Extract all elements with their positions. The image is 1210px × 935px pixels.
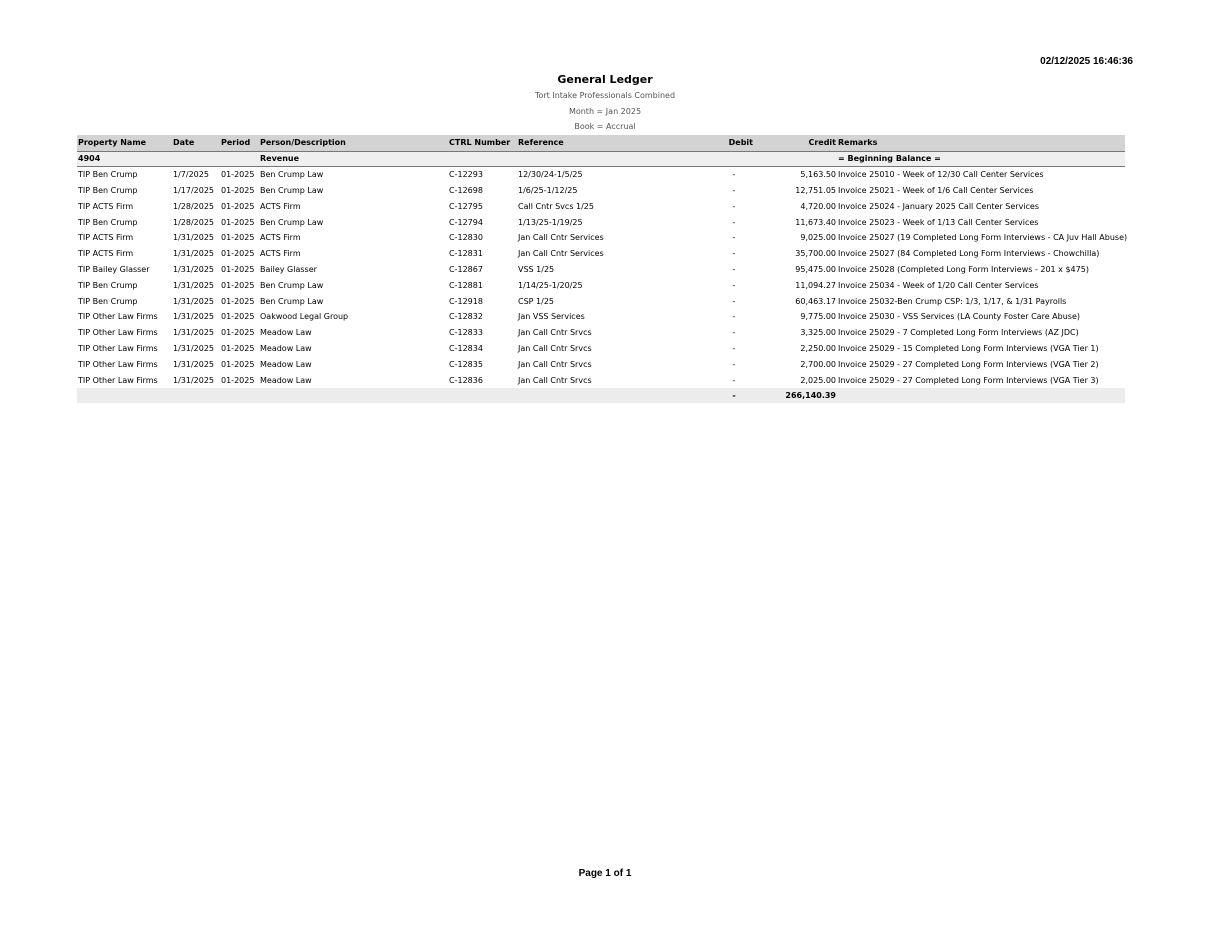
month-filter: Month = Jan 2025 — [568, 107, 642, 116]
cell-period: 01-2025 — [221, 312, 255, 322]
cell-remarks: Invoice 25029 - 7 Completed Long Form Interviews (AZ JDC) — [838, 328, 1079, 338]
cell-person-description: Meadow Law — [260, 359, 312, 369]
total-credit: 266,140.39 — [754, 388, 837, 403]
cell-property-name: TIP ACTS Firm — [78, 233, 134, 243]
cell-reference: 1/6/25-1/12/25 — [518, 185, 578, 195]
col-reference: Reference — [517, 135, 714, 151]
cell-date: 1/31/2025 — [173, 343, 215, 353]
cell-period: 01-2025 — [221, 328, 255, 338]
ledger-row — [77, 325, 1125, 341]
cell-credit: 2,700.00 — [800, 359, 836, 369]
cell-reference: Jan Call Cntr Srvcs — [518, 359, 592, 369]
cell-period: 01-2025 — [221, 217, 255, 227]
account-description: Revenue — [259, 151, 448, 166]
cell-person-description: Ben Crump Law — [260, 185, 324, 195]
cell-reference: 1/14/25-1/20/25 — [518, 280, 583, 290]
ledger-table — [77, 135, 1128, 403]
cell-person-description: Ben Crump Law — [260, 280, 324, 290]
cell-debit: - — [732, 328, 736, 338]
cell-remarks: Invoice 25030 - VSS Services (LA County Foster Care Abuse) — [838, 312, 1080, 322]
ledger-body — [77, 151, 1128, 388]
cell-ctrl-number: C-12794 — [449, 217, 483, 227]
cell-debit: - — [732, 170, 736, 180]
cell-credit: 2,250.00 — [800, 343, 836, 353]
ledger-row — [77, 309, 1125, 325]
cell-debit: - — [732, 359, 736, 369]
cell-credit: 60,463.17 — [795, 296, 836, 306]
cell-ctrl-number: C-12293 — [449, 170, 483, 180]
cell-period: 01-2025 — [221, 264, 255, 274]
cell-period: 01-2025 — [221, 233, 255, 243]
cell-credit: 3,325.00 — [800, 328, 836, 338]
cell-property-name: TIP Ben Crump — [78, 280, 138, 290]
cell-property-name: TIP Ben Crump — [78, 170, 138, 180]
account-group-row — [77, 151, 1125, 166]
cell-property-name: TIP Ben Crump — [78, 217, 138, 227]
cell-ctrl-number: C-12832 — [449, 312, 483, 322]
cell-ctrl-number: C-12881 — [449, 280, 483, 290]
cell-remarks: Invoice 25027 (84 Completed Long Form Interviews - Chowchilla) — [838, 249, 1100, 259]
ledger-row — [77, 198, 1125, 214]
cell-reference: Call Cntr Svcs 1/25 — [518, 201, 594, 211]
cell-remarks: Invoice 25034 - Week of 1/20 Call Center Services — [838, 280, 1039, 290]
cell-credit: 11,673.40 — [795, 217, 836, 227]
col-property-name: Property Name — [77, 135, 172, 151]
cell-credit: 35,700.00 — [795, 249, 836, 259]
cell-date: 1/31/2025 — [173, 249, 215, 259]
total-row — [77, 388, 1125, 403]
col-period: Period — [220, 135, 259, 151]
cell-ctrl-number: C-12918 — [449, 296, 483, 306]
ledger-row — [77, 166, 1125, 182]
cell-remarks: Invoice 25028 (Completed Long Form Interviews - 201 x $475) — [838, 264, 1089, 274]
cell-date: 1/31/2025 — [173, 328, 215, 338]
cell-remarks: Invoice 25023 - Week of 1/13 Call Center Services — [838, 217, 1039, 227]
cell-credit: 95,475.00 — [795, 264, 836, 274]
cell-reference: 12/30/24-1/5/25 — [518, 170, 583, 180]
ledger-row — [77, 246, 1125, 262]
cell-date: 1/31/2025 — [173, 264, 215, 274]
cell-period: 01-2025 — [221, 185, 255, 195]
cell-remarks: Invoice 25029 - 27 Completed Long Form Interviews (VGA Tier 2) — [838, 359, 1099, 369]
cell-period: 01-2025 — [221, 296, 255, 306]
cell-credit: 5,163.50 — [800, 170, 836, 180]
cell-credit: 2,025.00 — [800, 375, 836, 385]
report-title: General Ledger — [557, 73, 653, 86]
cell-reference: CSP 1/25 — [518, 296, 554, 306]
cell-ctrl-number: C-12831 — [449, 249, 483, 259]
ledger-row — [77, 356, 1125, 372]
cell-debit: - — [732, 312, 736, 322]
cell-ctrl-number: C-12867 — [449, 264, 483, 274]
cell-reference: VSS 1/25 — [518, 264, 555, 274]
cell-reference: Jan Call Cntr Srvcs — [518, 328, 592, 338]
cell-debit: - — [732, 185, 736, 195]
col-debit: Debit — [714, 135, 754, 151]
cell-date: 1/31/2025 — [173, 233, 215, 243]
ledger-row — [77, 214, 1125, 230]
cell-reference: Jan Call Cntr Services — [518, 233, 604, 243]
cell-reference: Jan Call Cntr Services — [518, 249, 604, 259]
cell-property-name: TIP Other Law Firms — [78, 343, 158, 353]
cell-person-description: Ben Crump Law — [260, 170, 324, 180]
cell-credit: 9,025.00 — [800, 233, 836, 243]
cell-date: 1/17/2025 — [173, 185, 215, 195]
cell-property-name: TIP Ben Crump — [78, 185, 138, 195]
cell-person-description: Ben Crump Law — [260, 296, 324, 306]
cell-property-name: TIP Other Law Firms — [78, 359, 158, 369]
cell-credit: 11,094.27 — [795, 280, 836, 290]
cell-date: 1/31/2025 — [173, 280, 215, 290]
cell-date: 1/28/2025 — [173, 217, 215, 227]
cell-reference: Jan VSS Services — [518, 312, 585, 322]
cell-date: 1/28/2025 — [173, 201, 215, 211]
cell-remarks: Invoice 25032-Ben Crump CSP: 1/3, 1/17, & 1/31 Payrolls — [838, 296, 1067, 306]
cell-period: 01-2025 — [221, 359, 255, 369]
cell-property-name: TIP ACTS Firm — [78, 201, 134, 211]
cell-ctrl-number: C-12830 — [449, 233, 483, 243]
cell-credit: 4,720.00 — [800, 201, 836, 211]
cell-property-name: TIP Other Law Firms — [78, 312, 158, 322]
ledger-row — [77, 230, 1125, 246]
cell-property-name: TIP ACTS Firm — [78, 249, 134, 259]
cell-ctrl-number: C-12698 — [449, 185, 483, 195]
cell-credit: 9,775.00 — [800, 312, 836, 322]
cell-property-name: TIP Other Law Firms — [78, 328, 158, 338]
cell-remarks: Invoice 25010 - Week of 12/30 Call Center Services — [838, 170, 1044, 180]
ledger-row — [77, 277, 1125, 293]
cell-person-description: Bailey Glasser — [260, 264, 317, 274]
cell-remarks: Invoice 25024 - January 2025 Call Center Services — [838, 201, 1040, 211]
cell-ctrl-number: C-12836 — [449, 375, 483, 385]
cell-debit: - — [732, 343, 736, 353]
cell-ctrl-number: C-12833 — [449, 328, 483, 338]
cell-person-description: ACTS Firm — [260, 249, 301, 259]
cell-period: 01-2025 — [221, 201, 255, 211]
cell-debit: - — [732, 201, 736, 211]
cell-debit: - — [732, 233, 736, 243]
cell-debit: - — [732, 375, 736, 385]
ledger-row — [77, 293, 1125, 309]
ledger-row — [77, 262, 1125, 278]
cell-period: 01-2025 — [221, 375, 255, 385]
cell-ctrl-number: C-12835 — [449, 359, 483, 369]
col-remarks: Remarks — [837, 135, 1125, 151]
cell-date: 1/31/2025 — [173, 312, 215, 322]
cell-date: 1/31/2025 — [173, 296, 215, 306]
cell-period: 01-2025 — [221, 249, 255, 259]
cell-debit: - — [732, 249, 736, 259]
account-number: 4904 — [77, 151, 172, 166]
cell-reference: 1/13/25-1/19/25 — [518, 217, 583, 227]
cell-ctrl-number: C-12834 — [449, 343, 483, 353]
report-subtitle: Tort Intake Professionals Combined — [534, 91, 676, 100]
header-row — [77, 135, 1125, 151]
ledger-row — [77, 183, 1125, 199]
book-filter: Book = Accrual — [574, 122, 636, 131]
cell-property-name: TIP Bailey Glasser — [78, 264, 150, 274]
cell-person-description: Meadow Law — [260, 375, 312, 385]
ledger-row — [77, 341, 1125, 357]
col-ctrl-number: CTRL Number — [448, 135, 517, 151]
cell-period: 01-2025 — [221, 170, 255, 180]
col-date: Date — [172, 135, 220, 151]
cell-period: 01-2025 — [221, 343, 255, 353]
cell-reference: Jan Call Cntr Srvcs — [518, 343, 592, 353]
total-debit: - — [714, 388, 754, 403]
cell-debit: - — [732, 217, 736, 227]
cell-property-name: TIP Other Law Firms — [78, 375, 158, 385]
cell-property-name: TIP Ben Crump — [78, 296, 138, 306]
cell-person-description: Oakwood Legal Group — [260, 312, 349, 322]
cell-person-description: Meadow Law — [260, 343, 312, 353]
page-number: Page 1 of 1 — [578, 868, 632, 879]
cell-person-description: ACTS Firm — [260, 233, 301, 243]
cell-reference: Jan Call Cntr Srvcs — [518, 375, 592, 385]
cell-remarks: Invoice 25029 - 15 Completed Long Form Interviews (VGA Tier 1) — [838, 343, 1099, 353]
beginning-balance-label: = Beginning Balance = — [837, 151, 1125, 166]
col-credit: Credit — [754, 135, 837, 151]
cell-period: 01-2025 — [221, 280, 255, 290]
cell-remarks: Invoice 25027 (19 Completed Long Form Interviews - CA Juv Hall Abuse) — [838, 233, 1128, 243]
cell-date: 1/7/2025 — [173, 170, 209, 180]
cell-remarks: Invoice 25021 - Week of 1/6 Call Center Services — [838, 185, 1034, 195]
col-person-description: Person/Description — [259, 135, 448, 151]
cell-debit: - — [732, 280, 736, 290]
cell-debit: - — [732, 264, 736, 274]
cell-date: 1/31/2025 — [173, 359, 215, 369]
cell-credit: 12,751.05 — [795, 185, 836, 195]
cell-person-description: ACTS Firm — [260, 201, 301, 211]
ledger-row — [77, 372, 1125, 388]
cell-remarks: Invoice 25029 - 27 Completed Long Form Interviews (VGA Tier 3) — [838, 375, 1099, 385]
report-timestamp: 02/12/2025 16:46:36 — [1040, 56, 1133, 67]
cell-person-description: Ben Crump Law — [260, 217, 324, 227]
cell-person-description: Meadow Law — [260, 328, 312, 338]
cell-ctrl-number: C-12795 — [449, 201, 483, 211]
cell-date: 1/31/2025 — [173, 375, 215, 385]
cell-debit: - — [732, 296, 736, 306]
